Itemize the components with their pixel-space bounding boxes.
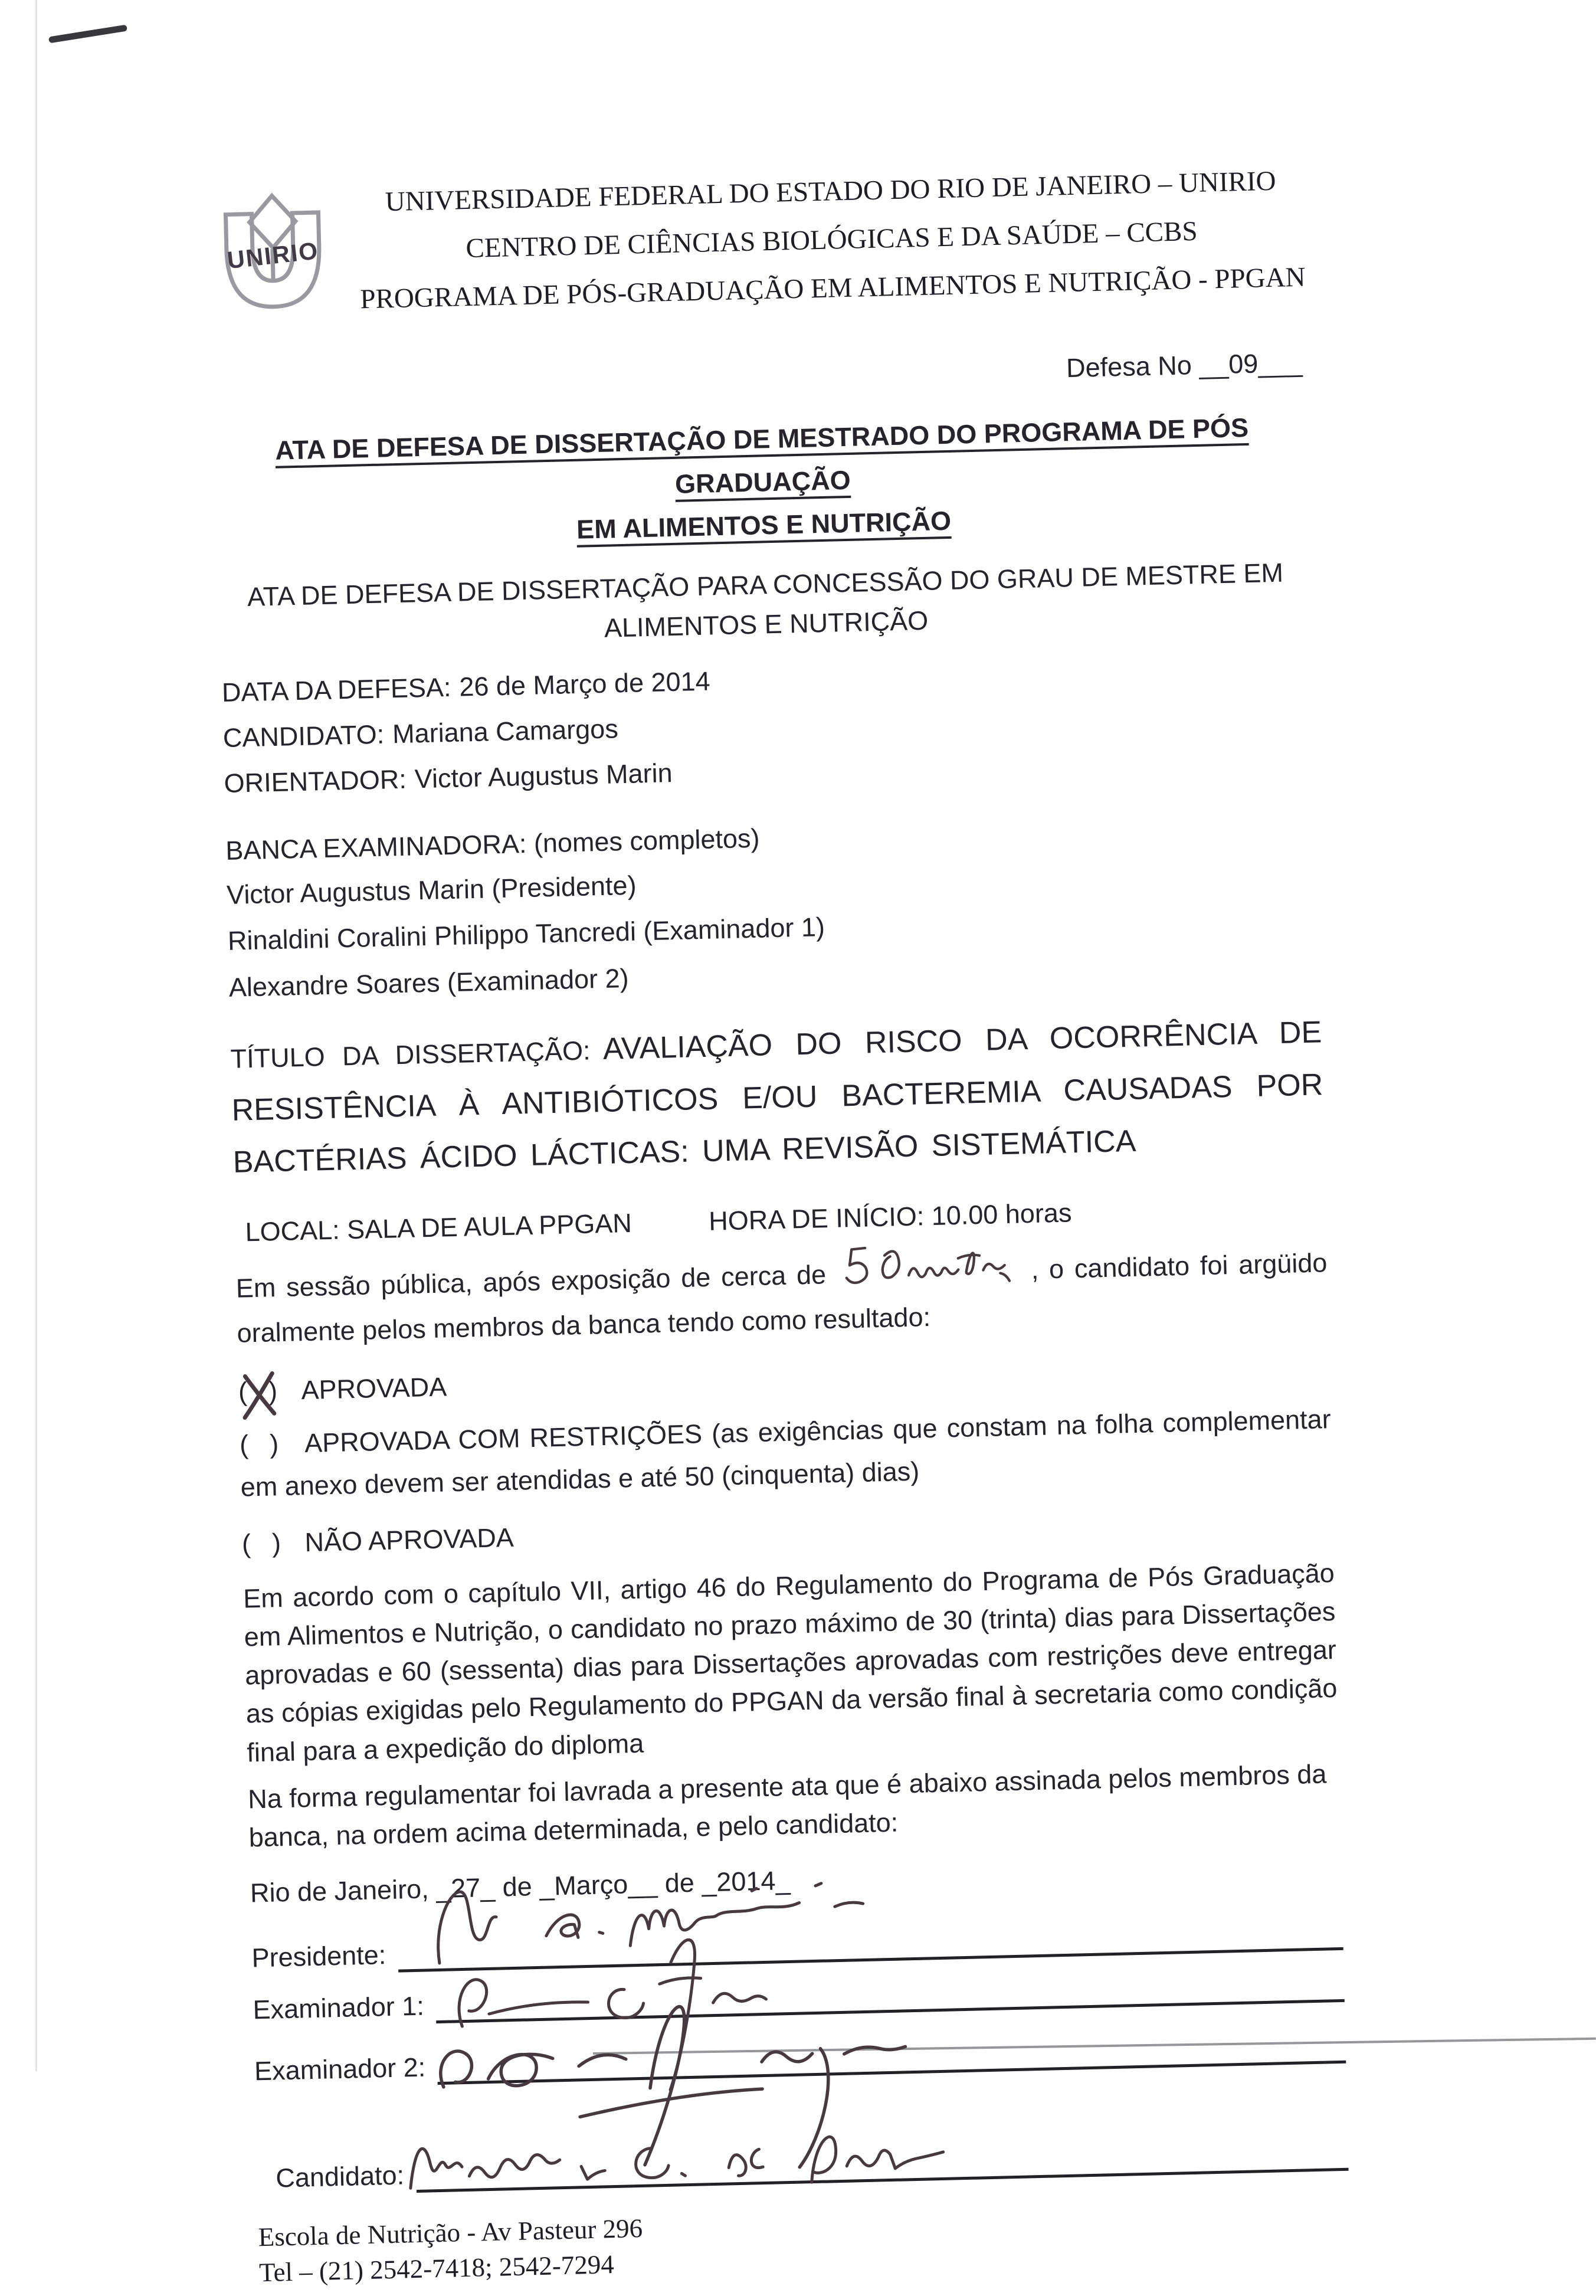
candidato-signature-ink [396, 2083, 1130, 2212]
session-text-before: Em sessão pública, após exposição de cerca de [235, 1259, 827, 1303]
banca-examinadora [225, 810, 1320, 1005]
banca-member-examinador-2: Alexandre Soares (Examinador 2) [228, 962, 630, 1003]
signature-row-presidente [251, 1917, 1343, 1976]
dissertation-title-label: TÍTULO DA DISSERTAÇÃO: [230, 1035, 591, 1075]
hora-value: 10.00 horas [931, 1197, 1072, 1231]
signature-line-examinador-2 [438, 2061, 1346, 2085]
hora-label: HORA DE INÍCIO: [708, 1200, 925, 1236]
banca-member-presidente: Victor Augustus Marin (Presidente) [226, 870, 637, 910]
banca-label: BANCA EXAMINADORA: [225, 828, 527, 866]
signature-line-examinador-1 [436, 1999, 1345, 2023]
letterhead [206, 0, 1305, 327]
field-orientador [224, 742, 1316, 799]
paren-open: ( [241, 1528, 251, 1559]
approval-x-mark-ink [238, 1366, 280, 1422]
banca-member-examinador-1: Rinaldini Coralini Philippo Tancredi (Examinador 1) [227, 912, 825, 957]
signature-label-presidente: Presidente: [251, 1940, 386, 1973]
field-candidato-label: CANDIDATO: [222, 719, 385, 753]
document-title-line-2: EM ALIMENTOS E NUTRIÇÃO [576, 505, 952, 545]
session-paragraph [235, 1229, 1329, 1357]
paren-close: ) [271, 1527, 281, 1558]
local-value: SALA DE AULA PPGAN [346, 1207, 632, 1244]
signature-label-examinador-1: Examinador 1: [253, 1990, 425, 2025]
signature-row-examinador-2 [254, 2030, 1346, 2089]
field-data-defesa-label: DATA DA DEFESA: [221, 672, 451, 708]
unirio-logo-icon [210, 189, 336, 317]
local-label: LOCAL: [244, 1214, 340, 1247]
result-option-aprovada [238, 1351, 1330, 1407]
signature-label-candidato: Candidato: [275, 2160, 405, 2193]
field-data-defesa-value: 26 de Março de 2014 [458, 666, 711, 702]
result-option-aprovada-restricoes-label: APROVADA COM RESTRIÇÕES (as exigências que constam na folha complementar em anexo devem ser atendidas e até 50 (cinquenta) dias) [240, 1403, 1332, 1502]
document-subtitle-line-2: ALIMENTOS E NUTRIÇÃO [604, 605, 929, 644]
paren-close: ) [268, 1375, 278, 1406]
paren-open: ( [239, 1429, 249, 1460]
document-subtitle [219, 552, 1312, 657]
result-option-aprovada-restricoes [239, 1398, 1332, 1509]
defesa-number: Defesa No __09___ [1066, 348, 1303, 384]
result-option-aprovada-label: APROVADA [300, 1371, 447, 1405]
closing-paragraph: Na forma regulamentar foi lavrada a presente ata que é abaixo assinada pelos membros da banca, na ordem acima determinada, e pelo candidato: [247, 1758, 1327, 1853]
checkbox-nao-aprovada [241, 1528, 281, 1560]
document-subtitle-line-1: ATA DE DEFESA DE DISSERTAÇÃO PARA CONCESSÃO DO GRAU DE MESTRE EM [247, 557, 1284, 612]
footer-phone: Tel – (21) 2542-7418; 2542-7294 [258, 2249, 615, 2288]
footer-address: Escola de Nutrição - Av Pasteur 296 [258, 2213, 643, 2252]
field-data-defesa [221, 651, 1313, 708]
field-orientador-value: Victor Augustus Marin [414, 758, 673, 794]
banca-note: (nomes completos) [533, 823, 760, 859]
dissertation-title-paragraph [230, 1007, 1325, 1189]
checkbox-aprovada-restricoes [239, 1423, 279, 1466]
signature-label-examinador-2: Examinador 2: [254, 2052, 426, 2087]
handwritten-duration-ink [840, 1236, 1018, 1295]
unirio-logo-wordmark: UNIRIO [225, 236, 320, 274]
paren-close: ) [269, 1428, 279, 1459]
document-title [216, 405, 1310, 560]
institution-line-1: UNIVERSIDADE FEDERAL DO ESTADO DO RIO DE JANEIRO – UNIRIO [385, 165, 1277, 218]
regulation-paragraph: Em acordo com o capítulo VII, artigo 46 do Regulamento do Programa de Pós Graduação em Alimentos e Nutrição, o candidato no prazo máximo de 30 (trinta) dias para Dissertações aprovadas e 60 (sessenta) dias para Dissertações aprovadas com restrições deve entregar as cópias exigidas pelo Regulamento do PPGAN da versão final à secretaria como condição final para a expedição do diploma [242, 1557, 1338, 1768]
result-option-nao-aprovada-label: NÃO APROVADA [304, 1522, 514, 1557]
institution-line-3: PROGRAMA DE PÓS-GRADUAÇÃO EM ALIMENTOS E NUTRIÇÃO - PPGAN [359, 261, 1306, 315]
field-candidato-value: Mariana Camargos [392, 713, 619, 749]
field-candidato [222, 697, 1315, 754]
institution-line-2: CENTRO DE CIÊNCIAS BIOLÓGICAS E DA SAÚDE – CCBS [465, 215, 1198, 264]
defense-fields [221, 651, 1315, 799]
date-line: Rio de Janeiro, _27_ de _Março__ de _2014_ [250, 1865, 791, 1908]
field-orientador-label: ORIENTADOR: [224, 764, 407, 798]
footer [258, 2195, 1351, 2290]
result-option-nao-aprovada [241, 1503, 1333, 1560]
signature-line-candidato [417, 2168, 1349, 2193]
signature-line-presidente [398, 1947, 1343, 1973]
document-title-line-1: ATA DE DEFESA DE DISSERTAÇÃO DE MESTRADO DO PROGRAMA DE PÓS GRADUAÇÃO [274, 412, 1249, 500]
institution-lines [358, 157, 1306, 324]
paren-open: ( [238, 1376, 248, 1407]
signature-block [251, 1917, 1349, 2196]
signature-row-examinador-1 [253, 1969, 1345, 2028]
signature-row-candidato [257, 2138, 1349, 2197]
session-text-after: , o candidato foi argüido oralmente pelos membros da banca tendo como resultado: [237, 1247, 1328, 1348]
dissertation-title-text: AVALIAÇÃO DO RISCO DA OCORRÊNCIA DE RESISTÊNCIA À ANTIBIÓTICOS E/OU BACTEREMIA CAUSADAS POR BACTÉRIAS ÁCIDO LÁCTICAS: UMA REVISÃO SISTEMÁTICA [231, 1015, 1323, 1180]
banca-members [226, 852, 1320, 1005]
checkbox-aprovada [238, 1375, 277, 1407]
